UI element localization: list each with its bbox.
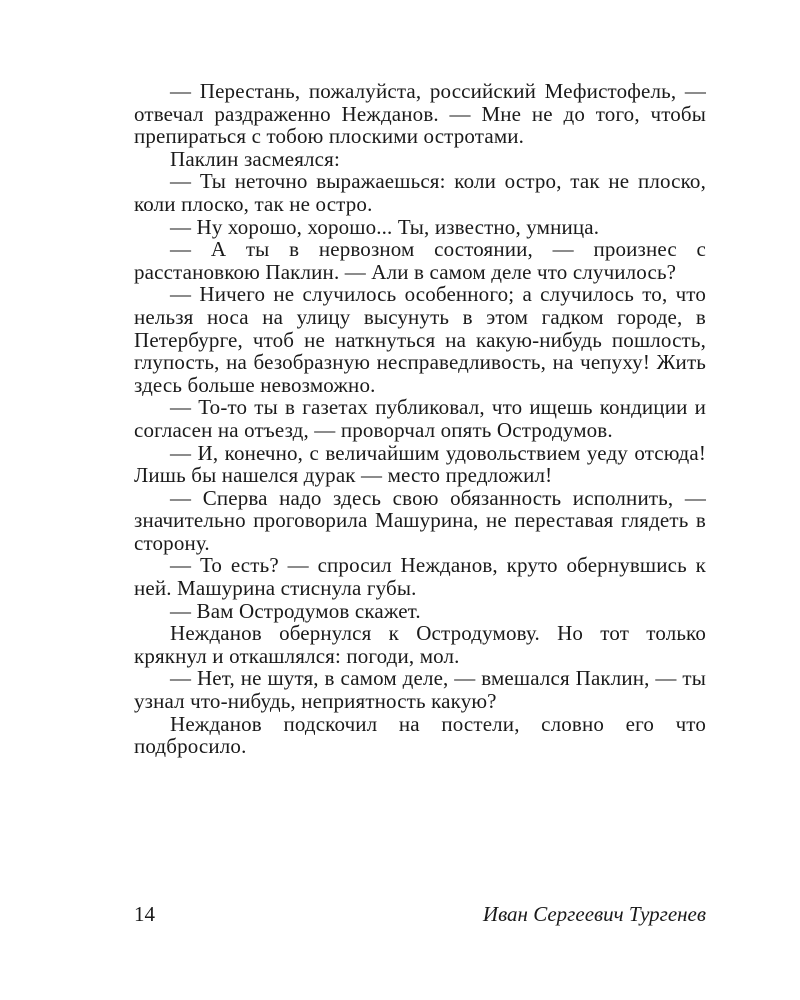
paragraph: — То есть? — спросил Нежданов, круто обернувшись к ней. Машурина стиснула губы. <box>134 553 706 601</box>
page-footer <box>134 896 706 926</box>
paragraph: — Перестань, пожалуйста, российский Мефистофель, — отвечал раздраженно Нежданов. — Мне не до того, чтобы препираться с тобою плоскими остротами. <box>134 79 706 149</box>
paragraph: — Ничего не случилось особенного; а случилось то, что нельзя носа на улицу высунуть в этом гадком городе, в Петербурге, чтоб не наткнуться на какую-нибудь пошлость, глупость, на безобразную несправедливость, на чепуху! Жить здесь больше невозможно. <box>134 282 706 397</box>
paragraph: — Сперва надо здесь свою обязанность исполнить, — значительно проговорила Машурина, не переставая глядеть в сторону. <box>134 485 706 555</box>
running-title: Иван Сергеевич Тургенев <box>482 902 706 926</box>
paragraph: — Нет, не шутя, в самом деле, — вмешался Паклин, — ты узнал что-нибудь, неприятность какую? <box>134 666 706 714</box>
paragraph: Нежданов подскочил на постели, словно его что подбросило. <box>134 711 706 759</box>
paragraph: — А ты в нервозном состоянии, — произнес с расстановкою Паклин. — Али в самом деле что случилось? <box>134 237 706 284</box>
paragraph: — Ну хорошо, хорошо... Ты, известно, умница. <box>170 214 600 239</box>
paragraph: — Вам Остродумов скажет. <box>170 598 421 623</box>
paragraph: — То-то ты в газетах публиковал, что ищешь кондиции и согласен на отъезд, — проворчал опять Остродумов. <box>134 395 706 442</box>
page-text <box>134 80 706 758</box>
page-number: 14 <box>134 902 155 926</box>
paragraph: Паклин засмеялся: <box>170 146 340 171</box>
paragraph: — И, конечно, с величайшим удовольствием уеду отсюда! Лишь бы нашелся дурак — место предложил! <box>134 440 706 488</box>
paragraph: Нежданов обернулся к Остродумову. Но тот только крякнул и откашлялся: погоди, мол. <box>134 621 706 668</box>
paragraph: — Ты неточно выражаешься: коли остро, так не плоско, коли плоско, так не остро. <box>134 169 706 216</box>
